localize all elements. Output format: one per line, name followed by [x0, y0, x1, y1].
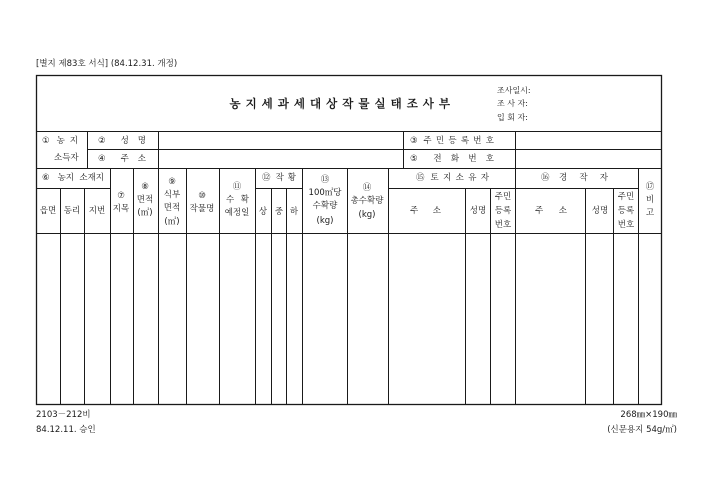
- form-code: 2103－212비: [36, 409, 91, 420]
- col-cultivator-address: 주 소: [535, 205, 567, 216]
- earner-group-label: ① 농 지: [42, 135, 78, 146]
- col-area: 면적: [136, 194, 154, 205]
- col-owner-id-1: 주민: [494, 191, 512, 202]
- col-cultivator-id-1: 주민: [617, 191, 635, 202]
- col-cultivator-name: 성명: [591, 205, 609, 216]
- col-yield-num: ⑬: [320, 174, 330, 185]
- phone-label: ⑤ 전 화 번 호: [410, 153, 494, 164]
- condition-header: ⑫ 작 황: [262, 172, 296, 183]
- col-planted-area-num: ⑨: [168, 176, 176, 187]
- col-condition-medium: 중: [274, 206, 284, 217]
- col-land-type: 지목: [112, 203, 130, 214]
- col-owner-id-2: 등록: [494, 205, 512, 216]
- address-label: ④ 주 소: [98, 153, 146, 164]
- witness-label: 입 회 자:: [497, 113, 528, 122]
- cultivator-header: ⑯경 작 자: [541, 172, 608, 183]
- surveyor-label: 조 사 자:: [497, 99, 528, 108]
- col-condition-good: 상: [258, 206, 268, 217]
- resident-id-label: ③ 주 민 등 록 번 호: [410, 135, 494, 146]
- col-cultivator-id-3: 번호: [617, 219, 635, 230]
- col-town: 읍면: [39, 205, 57, 216]
- col-area-unit: (㎡): [137, 207, 153, 218]
- col-crop-num: ⑩: [198, 190, 206, 201]
- col-harvest-1: 수 확: [226, 194, 249, 205]
- paper-size: 268㎜×190㎜: [620, 409, 677, 420]
- owner-header: ⑮ 토 지 소 유 자: [416, 172, 489, 183]
- paper-type: (신문용지 54g/㎡): [607, 424, 677, 435]
- col-lot-number: 지번: [88, 205, 106, 216]
- col-yield-unit: (kg): [316, 215, 334, 226]
- col-crop: 작물명: [189, 203, 215, 214]
- col-land-type-num: ⑦: [117, 190, 125, 201]
- col-yield-1: 100㎡당: [308, 187, 342, 198]
- earner-group-label-2: 소득자: [54, 152, 79, 163]
- col-cultivator-id-2: 등록: [617, 205, 635, 216]
- form-number: [별지 제83호 서식] (84.12.31. 개정): [36, 58, 178, 69]
- name-label: ② 성 명: [98, 135, 146, 146]
- col-yield-2: 수확량: [312, 200, 338, 211]
- col-owner-id-3: 번호: [494, 219, 512, 230]
- form-title: 농 지 세 과 세 대 상 작 물 실 태 조 사 부: [229, 96, 451, 111]
- survey-date-label: 조사일시:: [497, 86, 531, 95]
- col-total-yield-unit: (kg): [358, 209, 376, 220]
- col-planted-area-unit: (㎡): [164, 216, 180, 227]
- col-remarks-num: ⑰: [645, 181, 655, 192]
- col-total-yield-num: ⑭: [362, 182, 372, 193]
- entry-rows-area: [37, 234, 661, 404]
- location-header: ⑥ 농지 소재지: [42, 172, 104, 183]
- col-village: 동리: [63, 205, 81, 216]
- col-harvest-num: ⑪: [232, 181, 242, 192]
- col-planted-area-1: 식부: [163, 189, 181, 200]
- col-remarks-1: 비: [645, 194, 655, 205]
- col-harvest-2: 예정일: [224, 207, 250, 218]
- col-total-yield: 총수확량: [350, 195, 384, 206]
- col-remarks-2: 고: [645, 207, 655, 218]
- col-condition-poor: 하: [289, 206, 299, 217]
- col-planted-area-2: 면적: [163, 202, 181, 213]
- col-owner-name: 성명: [469, 205, 487, 216]
- col-area-num: ⑧: [141, 181, 149, 192]
- col-owner-address: 주 소: [410, 205, 441, 216]
- approval-date: 84.12.11. 승인: [36, 424, 96, 435]
